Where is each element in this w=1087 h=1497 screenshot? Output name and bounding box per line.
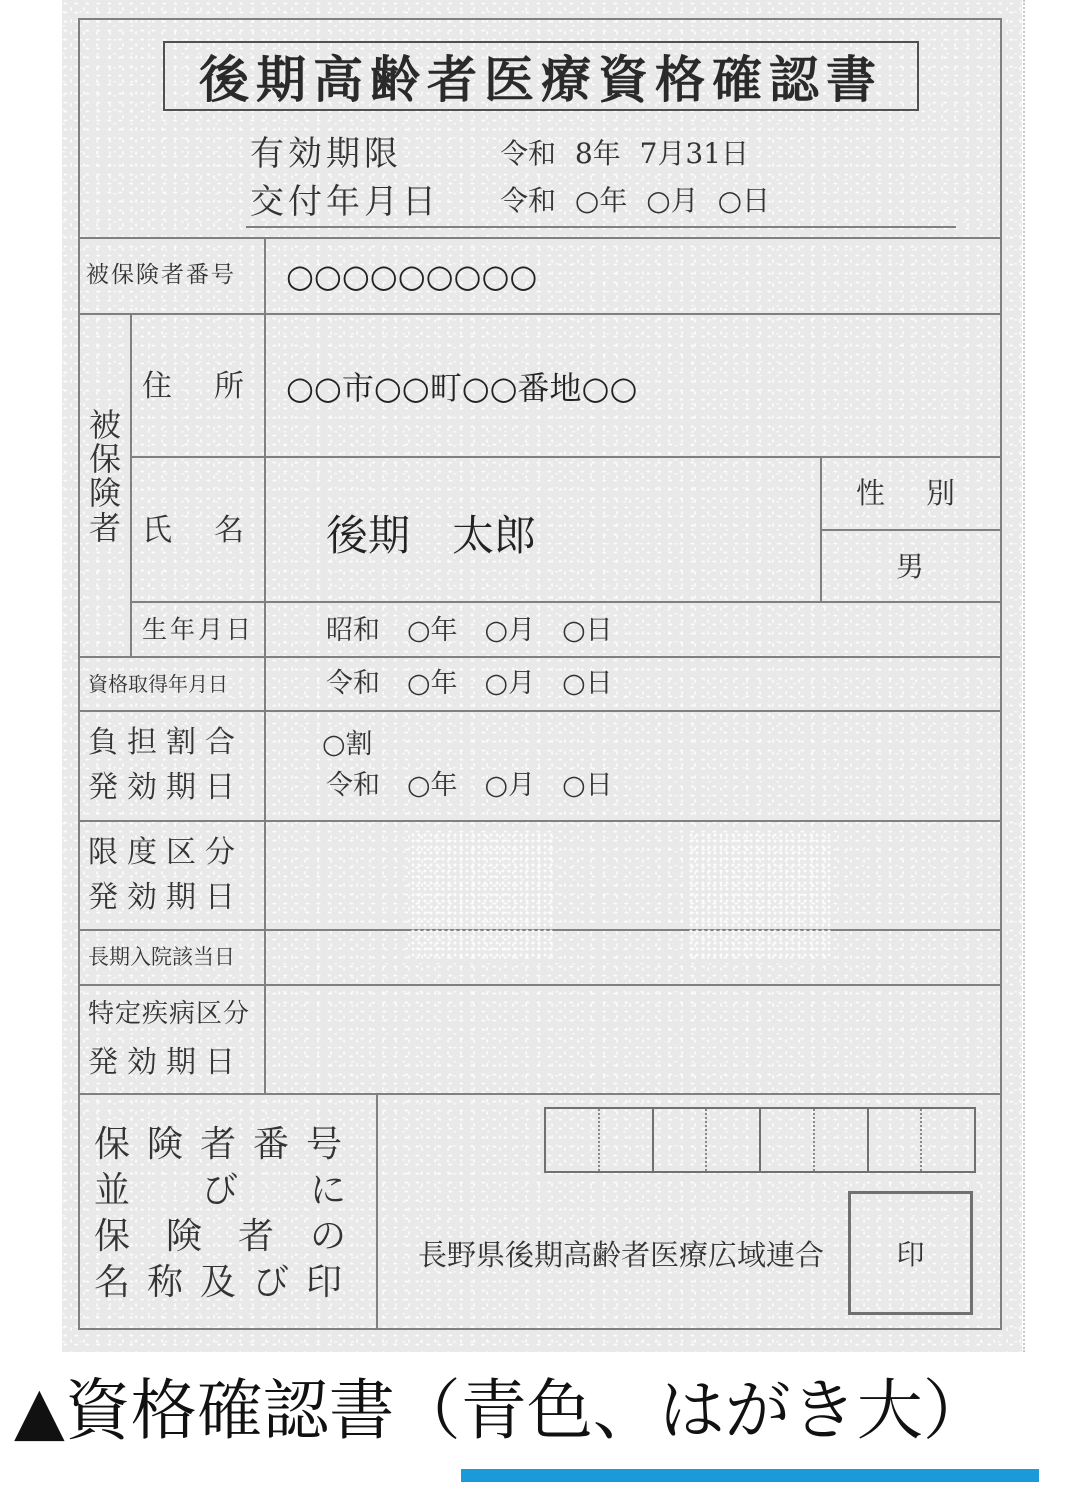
insurer-number-cell (600, 1109, 654, 1171)
title-box (163, 41, 919, 111)
insured-group-label: 被保険者 (88, 406, 121, 547)
insurer-label-row-4: 名称及び印 (94, 1262, 360, 1303)
insurer-label-row-2: 並びに (94, 1170, 419, 1211)
long-stay-label: 長期入院該当日 (88, 945, 235, 969)
rule-sex-split (822, 529, 1002, 531)
insured-number-value: ○○○○○○○○○ (286, 257, 538, 295)
name-value: 後期 太郎 (326, 511, 537, 560)
rule-row-6 (78, 710, 1002, 712)
insurer-name: 長野県後期高齢者医療広域連合 (418, 1238, 825, 1272)
sex-label: 性 別 (856, 476, 962, 510)
expiry-label: 有効期限 (250, 134, 402, 174)
insurer-number-cell (869, 1109, 923, 1171)
acquisition-value: 令和 ○年 ○月 ○日 (326, 668, 613, 699)
rule-sex-column (820, 456, 822, 601)
issue-underline (246, 226, 956, 228)
name-label: 氏 名 (142, 513, 250, 548)
rule-label-column (264, 237, 266, 1093)
issue-value: 令和 ○年 ○月 ○日 (500, 184, 770, 217)
seal-box (848, 1191, 973, 1315)
rule-row-7 (78, 820, 1002, 822)
rule-row-3 (132, 456, 1002, 458)
perforation-edge (1023, 0, 1025, 1352)
insurer-number-cell (815, 1109, 869, 1171)
caption-underline (461, 1469, 1039, 1482)
caption (14, 1372, 989, 1449)
address-label: 住 所 (142, 369, 250, 404)
burden-label-date: 発効期日 (88, 770, 244, 805)
insurer-label-row-3: 保険者の (94, 1216, 383, 1257)
birthdate-value: 昭和 ○年 ○月 ○日 (326, 615, 613, 646)
burden-date-value: 令和 ○年 ○月 ○日 (326, 770, 613, 801)
burden-ratio-value: ○割 (322, 729, 373, 760)
masked-area-left (410, 832, 555, 957)
rule-row-4 (132, 601, 1002, 603)
address-value: ○○市○○町○○番地○○ (286, 369, 638, 407)
acquisition-label: 資格取得年月日 (88, 672, 228, 696)
issue-label: 交付年月日 (250, 182, 440, 222)
insurer-number-boxes (544, 1107, 976, 1173)
insured-number-label: 被保険者番号 (86, 262, 236, 288)
rule-row-2 (78, 313, 1002, 315)
limit-label-category: 限度区分 (88, 835, 244, 870)
rule-row-5 (78, 656, 1002, 658)
insurer-label-row-1: 保険者番号 (94, 1124, 360, 1165)
insurer-number-cell (654, 1109, 708, 1171)
burden-label-ratio: 負担割合 (88, 725, 244, 760)
insurer-number-cell (922, 1109, 974, 1171)
caption-prefix: ▲資格確認書（ (14, 1372, 461, 1449)
caption-highlight: 青色、はがき大） (460, 1372, 989, 1449)
seal-mark: 印 (896, 1238, 925, 1271)
masked-area-right (688, 832, 833, 957)
insurer-number-cell (761, 1109, 815, 1171)
rule-insurer-column (376, 1093, 378, 1330)
rule-insured-column (130, 313, 132, 656)
insurer-number-cell (707, 1109, 761, 1171)
limit-label-date: 発効期日 (88, 880, 244, 915)
insurer-number-cell (546, 1109, 600, 1171)
document-title: 後期高齢者医療資格確認書 (199, 50, 883, 109)
rule-row-9 (78, 984, 1002, 986)
rule-row-1 (78, 237, 1002, 239)
disease-label-date: 発効期日 (88, 1045, 244, 1080)
birthdate-label: 生年月日 (142, 615, 255, 644)
expiry-value: 令和 8年 7月31日 (500, 137, 750, 170)
sex-value: 男 (896, 550, 925, 583)
rule-row-10 (78, 1093, 1002, 1095)
disease-label-category: 特定疾病区分 (88, 999, 251, 1029)
